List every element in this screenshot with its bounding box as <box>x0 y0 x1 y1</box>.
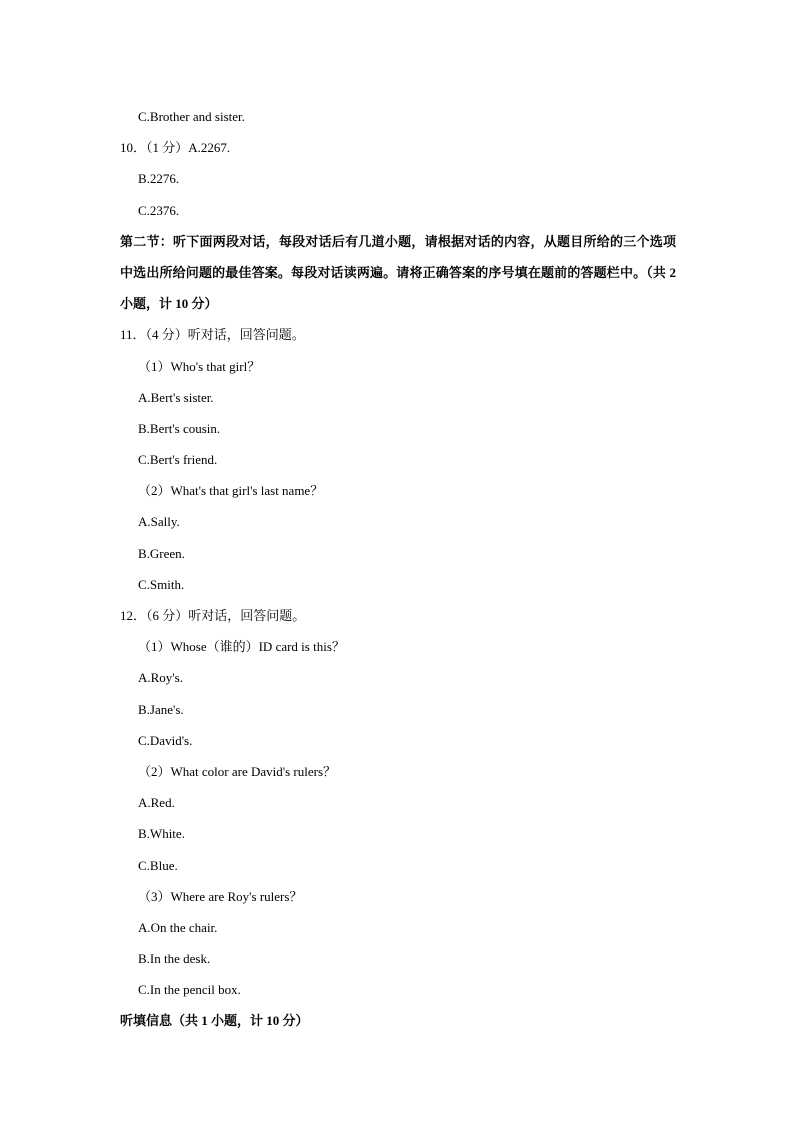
option-line: C.David's. <box>138 732 193 748</box>
option-line: B.White. <box>138 826 185 842</box>
question-line: 11．（4 分）听对话，回答问题。 <box>120 327 305 343</box>
option-line: C.Smith. <box>138 576 185 592</box>
option-line: A.Red. <box>138 795 175 811</box>
bottom-question-lines <box>120 319 676 1005</box>
sub-question-line: （1）Whose（谁的）ID card is this？ <box>138 639 345 655</box>
option-line: C.In the pencil box. <box>138 982 241 998</box>
option-line: A.Bert's sister. <box>138 389 214 405</box>
option-line: B.Green. <box>138 545 185 561</box>
option-line: B.Bert's cousin. <box>138 420 221 436</box>
sub-question-line: （3）Where are Roy's rulers？ <box>138 888 303 904</box>
option-line: A.On the chair. <box>138 919 218 935</box>
question-line: 10．（1 分）A.2267. <box>120 140 231 156</box>
section-3-heading: 听填信息（共 1 小题，计 10 分） <box>120 1013 309 1029</box>
option-line: C.2376. <box>138 202 180 218</box>
section-2-heading: 第二节：听下面两段对话，每段对话后有几道小题，请根据对话的内容，从题目所给的三个选项中选出所给问题的最佳答案。每段对话读两遍。请将正确答案的序号填在题前的答题栏中。（共 2 小题，计 10 分） <box>120 233 676 312</box>
option-line: C.Blue. <box>138 857 178 873</box>
sub-question-line: （2）What color are David's rulers？ <box>138 763 337 779</box>
top-question-lines <box>120 101 676 226</box>
question-line: 12．（6 分）听对话，回答问题。 <box>120 608 306 624</box>
option-line: A.Sally. <box>138 514 180 530</box>
sub-question-line: （2）What's that girl's last name？ <box>138 483 324 499</box>
option-line: C.Brother and sister. <box>138 109 245 124</box>
option-line: B.Jane's. <box>138 701 184 717</box>
option-line: B.2276. <box>138 171 180 187</box>
option-line: A.Roy's. <box>138 670 183 686</box>
sub-question-line: （1）Who's that girl？ <box>138 358 261 374</box>
option-line: C.Bert's friend. <box>138 452 218 468</box>
option-line: B.In the desk. <box>138 951 211 967</box>
